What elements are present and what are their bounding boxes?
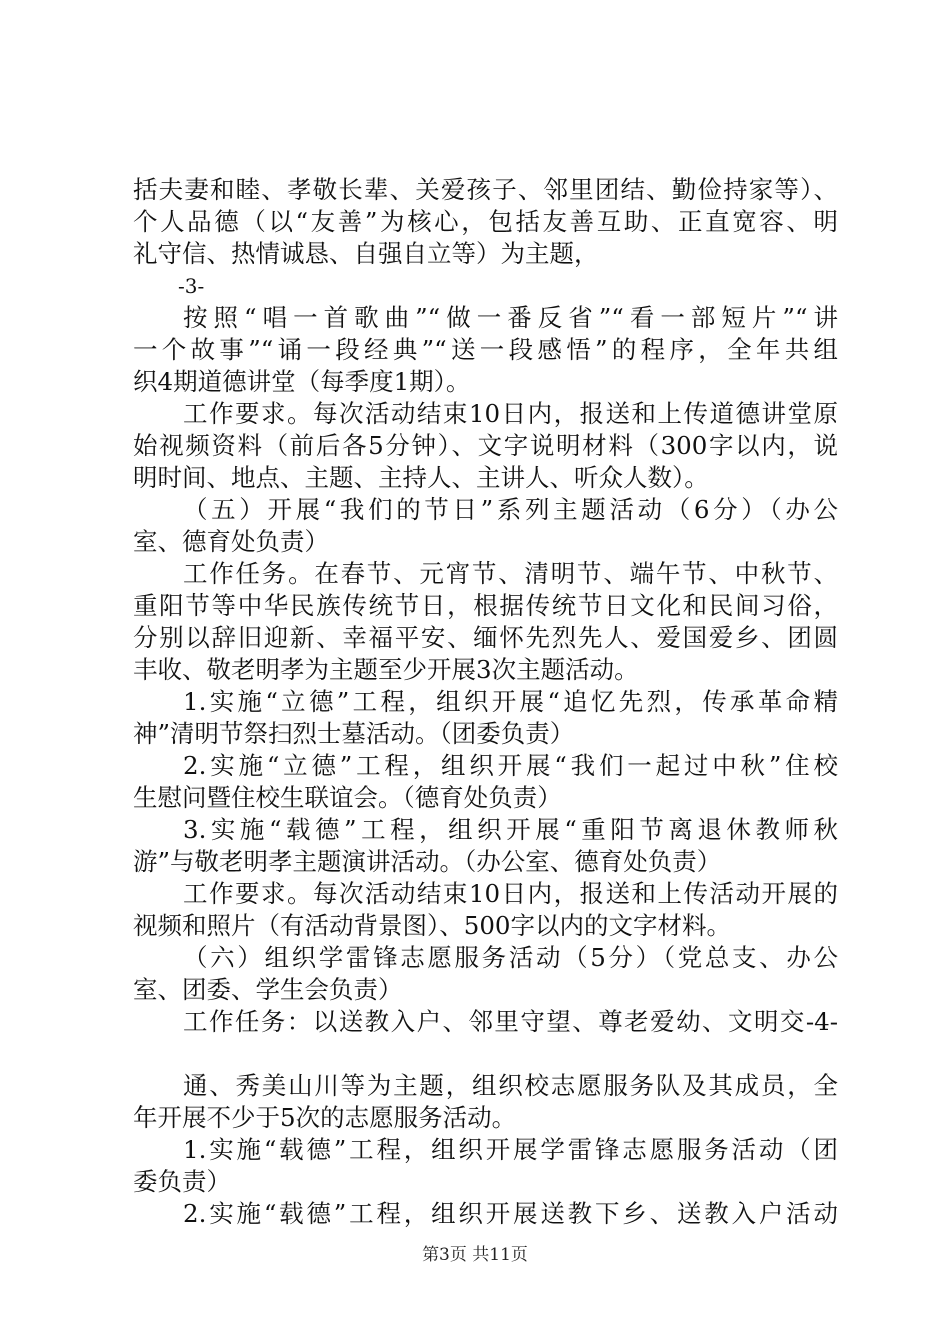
section-heading: 室、德育处负责） [133,527,329,556]
body-line: 视频和照片（有活动背景图）、500字以内的文字材料。 [133,911,732,940]
list-item: 神”清明节祭扫烈士墓活动。（团委负责） [133,719,575,748]
body-line: 丰收、敬老明孝为主题至少开展3次主题活动。 [133,655,639,684]
list-item: 1.实施“立德”工程，组织开展“追忆先烈，传承革命精 [183,687,838,716]
section-heading: （六）组织学雷锋志愿服务活动（5分）（党总支、办公 [183,943,838,972]
list-item: 2.实施“立德”工程，组织开展“我们一起过中秋”住校 [183,751,838,780]
body-line: 工作要求。每次活动结束10日内，报送和上传活动开展的 [183,879,838,908]
body-line: 年开展不少于5次的志愿服务活动。 [133,1103,517,1132]
list-item: 游”与敬老明孝主题演讲活动。（办公室、德育处负责） [133,847,722,876]
body-line: 始视频资料（前后各5分钟）、文字说明材料（300字以内，说 [133,431,838,460]
body-line: 工作任务。在春节、元宵节、清明节、端午节、中秋节、 [183,559,838,588]
list-item: 委负责） [133,1167,231,1196]
list-item: 1.实施“载德”工程，组织开展学雷锋志愿服务活动（团 [183,1135,838,1164]
body-line: 括夫妻和睦、孝敬长辈、关爱孩子、邻里团结、勤俭持家等）、 [133,175,838,204]
body-line: 织4期道德讲堂（每季度1期）。 [133,367,471,396]
body-line: 重阳节等中华民族传统节日，根据传统节日文化和民间习俗， [133,591,838,620]
page-footer: 第3页 共11页 [422,1245,528,1265]
list-item: 3.实施“载德”工程，组织开展“重阳节离退休教师秋 [183,815,838,844]
body-line: 个人品德（以“友善”为核心，包括友善互助、正直宽容、明 [133,207,838,236]
body-line: 一个故事”“诵一段经典”“送一段感悟”的程序，全年共组 [133,335,838,364]
section-heading: （五）开展“我们的节日”系列主题活动（6分）（办公 [183,495,838,524]
list-item: 生慰问暨住校生联谊会。（德育处负责） [133,783,562,812]
page-number-marker: -3- [178,274,205,298]
body-line: 明时间、地点、主题、主持人、主讲人、听众人数）。 [133,463,709,492]
body-line: 按照“唱一首歌曲”“做一番反省”“看一部短片”“讲 [183,303,838,332]
body-line: 通、秀美山川等为主题，组织校志愿服务队及其成员，全 [183,1071,838,1100]
body-line: 工作任务：以送教入户、邻里守望、尊老爱幼、文明交-4- [183,1007,838,1036]
section-heading: 室、团委、学生会负责） [133,975,403,1004]
body-line: 工作要求。每次活动结束10日内，报送和上传道德讲堂原 [183,399,838,428]
list-item: 2.实施“载德”工程，组织开展送教下乡、送教入户活动 [183,1199,838,1228]
body-line: 分别以辞旧迎新、幸福平安、缅怀先烈先人、爱国爱乡、团圆 [133,623,838,652]
body-line: 礼守信、热情诚恳、自强自立等）为主题， [133,239,599,268]
